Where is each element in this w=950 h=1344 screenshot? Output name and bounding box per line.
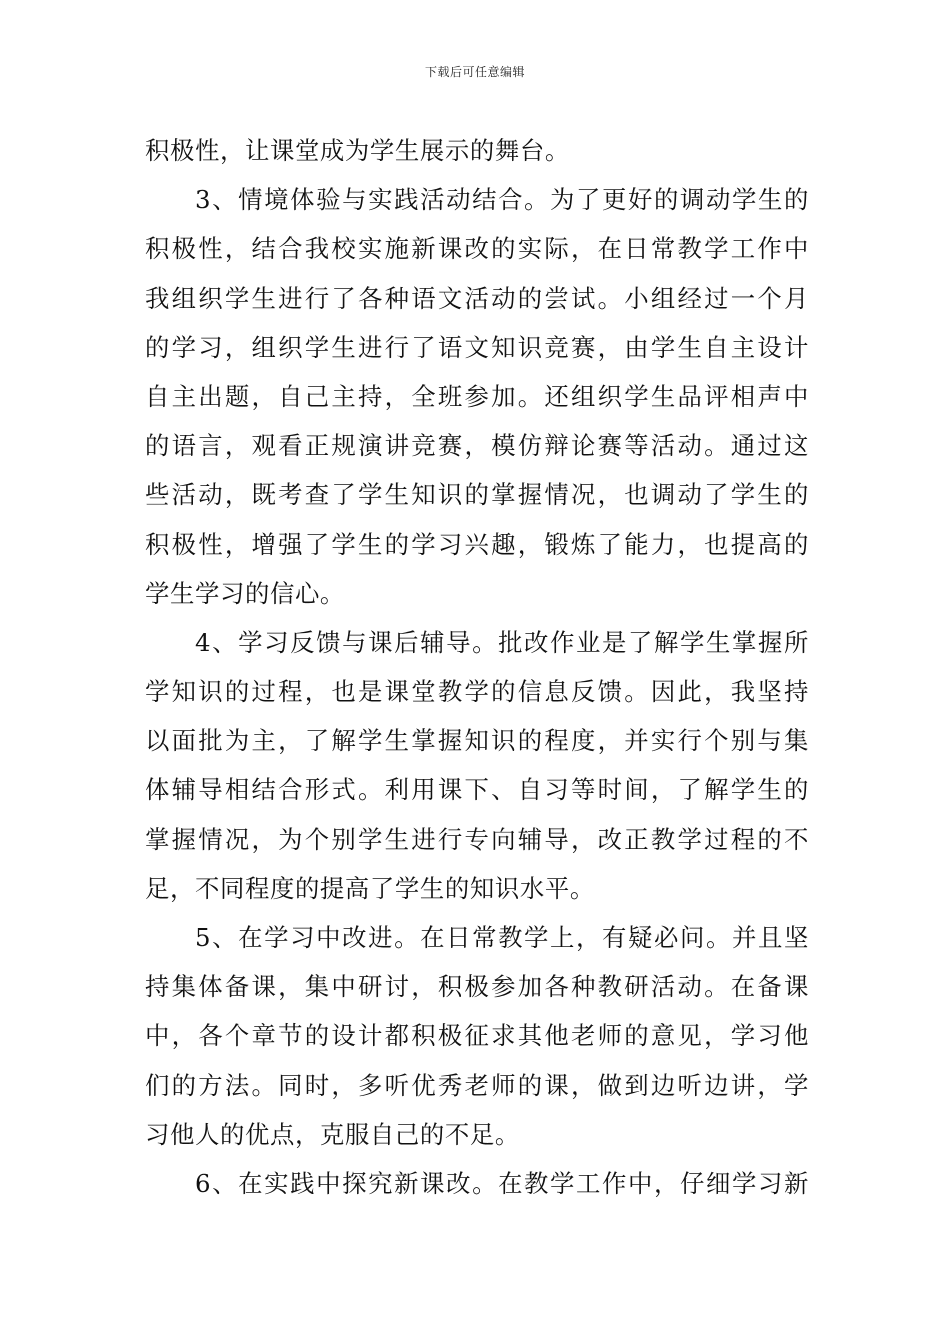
paragraph-line: 积极性，结合我校实施新课改的实际，在日常教学工作中 xyxy=(145,234,809,264)
paragraph-line: 足，不同程度的提高了学生的知识水平。 xyxy=(145,873,595,903)
paragraph-line: 我组织学生进行了各种语文活动的尝试。小组经过一个月 xyxy=(145,283,809,313)
paragraph-line: 4、学习反馈与课后辅导。批改作业是了解学生掌握所 xyxy=(195,627,809,657)
paragraph-line: 体辅导相结合形式。利用课下、自习等时间，了解学生的 xyxy=(145,775,809,805)
paragraph-line: 习他人的优点，克服自己的不足。 xyxy=(145,1119,520,1149)
paragraph-line: 们的方法。同时，多听优秀老师的课，做到边听边讲，学 xyxy=(145,1070,809,1100)
paragraph-line: 掌握情况，为个别学生进行专向辅导，改正教学过程的不 xyxy=(145,824,809,854)
paragraph-line: 积极性，让课堂成为学生展示的舞台。 xyxy=(145,136,570,165)
paragraph-line: 的学习，组织学生进行了语文知识竞赛，由学生自主设计 xyxy=(145,332,809,362)
paragraph-line: 持集体备课，集中研讨，积极参加各种教研活动。在备课 xyxy=(145,972,809,1002)
paragraph-line: 些活动，既考查了学生知识的掌握情况，也调动了学生的 xyxy=(145,480,809,510)
document-body xyxy=(145,126,809,1208)
paragraph-line: 学生学习的信心。 xyxy=(145,578,345,608)
paragraph-line: 积极性，增强了学生的学习兴趣，锻炼了能力，也提高的 xyxy=(145,529,809,559)
paragraph-line: 学知识的过程，也是课堂教学的信息反馈。因此，我坚持 xyxy=(145,677,809,707)
paragraph-line: 的语言，观看正规演讲竞赛，模仿辩论赛等活动。通过这 xyxy=(145,431,809,461)
paragraph-line: 6、在实践中探究新课改。在教学工作中，仔细学习新 xyxy=(195,1168,809,1198)
paragraph-line: 5、在学习中改进。在日常教学上，有疑必问。并且坚 xyxy=(195,923,809,952)
paragraph-line: 以面批为主，了解学生掌握知识的程度，并实行个别与集 xyxy=(145,726,809,756)
paragraph-line: 自主出题，自己主持，全班参加。还组织学生品评相声中 xyxy=(145,381,809,411)
paragraph-line: 3、情境体验与实践活动结合。为了更好的调动学生的 xyxy=(195,185,809,215)
page-header: 下载后可任意编辑 xyxy=(424,65,525,79)
paragraph-line: 中，各个章节的设计都积极征求其他老师的意见，学习他 xyxy=(145,1021,809,1051)
